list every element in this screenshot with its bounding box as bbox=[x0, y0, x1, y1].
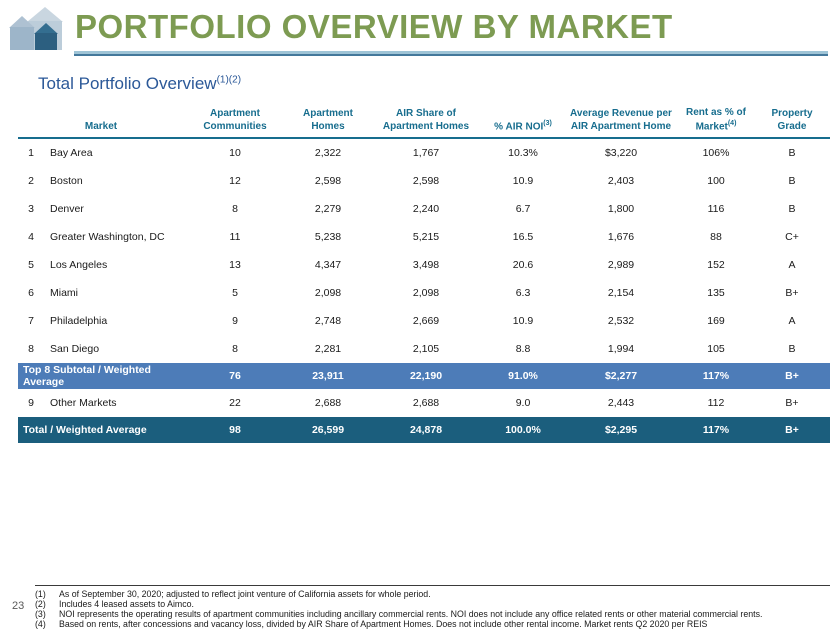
subtotal-row bbox=[18, 363, 830, 389]
cell-communities: 9 bbox=[232, 315, 238, 328]
cell-rent-pct: 100 bbox=[707, 175, 725, 188]
market-name: Los Angeles bbox=[50, 259, 108, 272]
footnotes bbox=[35, 589, 835, 629]
col-header-apartment-homes: Apartment Homes bbox=[286, 106, 370, 138]
cell-avg-revenue: 1,800 bbox=[607, 203, 635, 216]
page-number: 23 bbox=[12, 600, 25, 612]
subtotal-grade: B+ bbox=[754, 363, 830, 389]
cell-air-share: 1,767 bbox=[412, 147, 440, 160]
row-number: 2 bbox=[28, 175, 34, 188]
cell-noi: 10.9 bbox=[512, 315, 534, 328]
cell-homes: 2,281 bbox=[314, 343, 342, 356]
cell-avg-revenue: $3,220 bbox=[604, 147, 638, 160]
subtotal-avg-revenue: $2,277 bbox=[564, 363, 678, 389]
col-header-avg-revenue: Average Revenue per AIR Apartment Home bbox=[564, 106, 678, 138]
total-communities: 98 bbox=[184, 417, 286, 443]
total-avg-revenue: $2,295 bbox=[564, 417, 678, 443]
cell-noi: 10.9 bbox=[512, 175, 534, 188]
table-row-other-markets bbox=[18, 389, 830, 417]
cell-grade: B+ bbox=[785, 397, 799, 410]
cell-rent-pct: 88 bbox=[710, 231, 722, 244]
cell-air-share: 2,240 bbox=[412, 203, 440, 216]
cell-communities: 22 bbox=[229, 397, 241, 410]
cell-grade: B bbox=[788, 203, 796, 216]
cell-rent-pct: 169 bbox=[707, 315, 725, 328]
col-header-air-share: AIR Share of Apartment Homes bbox=[370, 106, 482, 138]
table-row bbox=[18, 279, 830, 307]
cell-homes: 5,238 bbox=[314, 231, 342, 244]
table-row bbox=[18, 251, 830, 279]
row-number: 4 bbox=[28, 231, 34, 244]
table-row bbox=[18, 335, 830, 363]
col-header-apartment-communities: Apartment Communities bbox=[184, 106, 286, 138]
table-subtitle bbox=[38, 74, 241, 94]
subtitle-text: Total Portfolio Overview bbox=[38, 74, 217, 93]
cell-rent-pct: 112 bbox=[707, 397, 725, 410]
cell-rent-pct: 152 bbox=[707, 259, 725, 272]
table-row bbox=[18, 195, 830, 223]
subtotal-label: Top 8 Subtotal / Weighted Average bbox=[18, 363, 184, 389]
row-number: 5 bbox=[28, 259, 34, 272]
cell-noi: 20.6 bbox=[512, 259, 534, 272]
cell-communities: 13 bbox=[229, 259, 241, 272]
market-name: Bay Area bbox=[50, 147, 93, 160]
cell-avg-revenue: 2,154 bbox=[607, 287, 635, 300]
total-rent-pct: 117% bbox=[678, 417, 754, 443]
cell-communities: 12 bbox=[229, 175, 241, 188]
cell-avg-revenue: 2,989 bbox=[607, 259, 635, 272]
footnote-4: (4) Based on rents, after concessions and vacancy loss, divided by AIR Share of Apartment Homes. Does not include other rental income. Market rents Q2 2020 per REIS bbox=[35, 619, 708, 629]
page-title: PORTFOLIO OVERVIEW BY MARKET bbox=[75, 8, 673, 45]
cell-air-share: 5,215 bbox=[412, 231, 440, 244]
cell-communities: 10 bbox=[229, 147, 241, 160]
cell-communities: 11 bbox=[229, 231, 241, 244]
total-air-share: 24,878 bbox=[370, 417, 482, 443]
air-communities-houses-logo-icon bbox=[8, 5, 66, 53]
cell-air-share: 3,498 bbox=[412, 259, 440, 272]
cell-air-share: 2,669 bbox=[412, 315, 440, 328]
market-name: Denver bbox=[50, 203, 84, 216]
subtotal-air-share: 22,190 bbox=[370, 363, 482, 389]
cell-homes: 2,688 bbox=[314, 397, 342, 410]
cell-avg-revenue: 2,532 bbox=[607, 315, 635, 328]
portfolio-overview-table bbox=[18, 106, 830, 443]
row-number: 7 bbox=[28, 315, 34, 328]
cell-grade: B+ bbox=[785, 287, 799, 300]
footnote-1: (1) As of September 30, 2020; adjusted to reflect joint venture of California assets for whole period. bbox=[35, 589, 431, 599]
row-number: 8 bbox=[28, 343, 34, 356]
row-number: 3 bbox=[28, 203, 34, 216]
cell-grade: B bbox=[788, 147, 796, 160]
title-underline bbox=[74, 51, 828, 56]
cell-homes: 2,322 bbox=[314, 147, 342, 160]
cell-avg-revenue: 1,994 bbox=[607, 343, 635, 356]
cell-noi: 16.5 bbox=[512, 231, 534, 244]
cell-air-share: 2,105 bbox=[412, 343, 440, 356]
subtotal-homes: 23,911 bbox=[286, 363, 370, 389]
cell-homes: 2,598 bbox=[314, 175, 342, 188]
cell-noi: 8.8 bbox=[515, 343, 531, 356]
cell-noi: 6.7 bbox=[515, 203, 531, 216]
cell-homes: 2,279 bbox=[314, 203, 342, 216]
cell-air-share: 2,098 bbox=[412, 287, 440, 300]
cell-air-share: 2,688 bbox=[412, 397, 440, 410]
market-name: Boston bbox=[50, 175, 83, 188]
cell-rent-pct: 106% bbox=[702, 147, 730, 160]
cell-rent-pct: 135 bbox=[707, 287, 725, 300]
col-header-rent-pct-market: Rent as % of Market$^{(4)}$ bbox=[678, 106, 754, 138]
footnote-2: (2) Includes 4 leased assets to Aimco. bbox=[35, 599, 194, 609]
subtotal-communities: 76 bbox=[184, 363, 286, 389]
total-row bbox=[18, 417, 830, 443]
cell-rent-pct: 105 bbox=[707, 343, 725, 356]
cell-grade: A bbox=[788, 315, 796, 328]
table-body bbox=[18, 138, 830, 443]
cell-rent-pct: 116 bbox=[707, 203, 725, 216]
cell-homes: 2,098 bbox=[314, 287, 342, 300]
footnote-divider bbox=[35, 585, 830, 586]
table-row bbox=[18, 223, 830, 251]
table-row bbox=[18, 138, 830, 167]
total-label: Total / Weighted Average bbox=[18, 417, 184, 443]
total-homes: 26,599 bbox=[286, 417, 370, 443]
cell-grade: B bbox=[788, 343, 796, 356]
subtotal-rent-pct: 117% bbox=[678, 363, 754, 389]
col-header-market: Market bbox=[18, 106, 184, 138]
footnote-3: (3) NOI represents the operating results of apartment communities including ancillary commercial rents. NOI does not include any office related rents or other material commercial rents. bbox=[35, 609, 763, 619]
row-number: 6 bbox=[28, 287, 34, 300]
cell-grade: C+ bbox=[785, 231, 799, 244]
row-number: 9 bbox=[28, 397, 34, 410]
cell-noi: 6.3 bbox=[515, 287, 531, 300]
market-name: Philadelphia bbox=[50, 315, 108, 328]
market-name: Miami bbox=[50, 287, 78, 300]
cell-communities: 8 bbox=[232, 343, 238, 356]
col-header-air-noi: % AIR NOI$^{(3)}$ bbox=[482, 106, 564, 138]
cell-avg-revenue: 2,443 bbox=[607, 397, 635, 410]
table-row bbox=[18, 307, 830, 335]
col-header-property-grade: Property Grade bbox=[754, 106, 830, 138]
total-noi: 100.0% bbox=[482, 417, 564, 443]
cell-noi: 10.3% bbox=[508, 147, 538, 160]
table-header-row bbox=[18, 106, 830, 138]
total-grade: B+ bbox=[754, 417, 830, 443]
cell-communities: 8 bbox=[232, 203, 238, 216]
cell-grade: A bbox=[788, 259, 796, 272]
subtotal-noi: 91.0% bbox=[482, 363, 564, 389]
cell-grade: B bbox=[788, 175, 796, 188]
cell-homes: 4,347 bbox=[314, 259, 342, 272]
cell-homes: 2,748 bbox=[314, 315, 342, 328]
market-name: Greater Washington, DC bbox=[50, 231, 165, 244]
market-name: San Diego bbox=[50, 343, 100, 356]
row-number: 1 bbox=[28, 147, 34, 160]
cell-air-share: 2,598 bbox=[412, 175, 440, 188]
subtitle-footnote-refs: (1)(2) bbox=[216, 74, 242, 86]
table-row bbox=[18, 167, 830, 195]
cell-communities: 5 bbox=[232, 287, 238, 300]
market-name: Other Markets bbox=[50, 397, 117, 410]
cell-avg-revenue: 1,676 bbox=[607, 231, 635, 244]
cell-avg-revenue: 2,403 bbox=[607, 175, 635, 188]
cell-noi: 9.0 bbox=[515, 397, 531, 410]
